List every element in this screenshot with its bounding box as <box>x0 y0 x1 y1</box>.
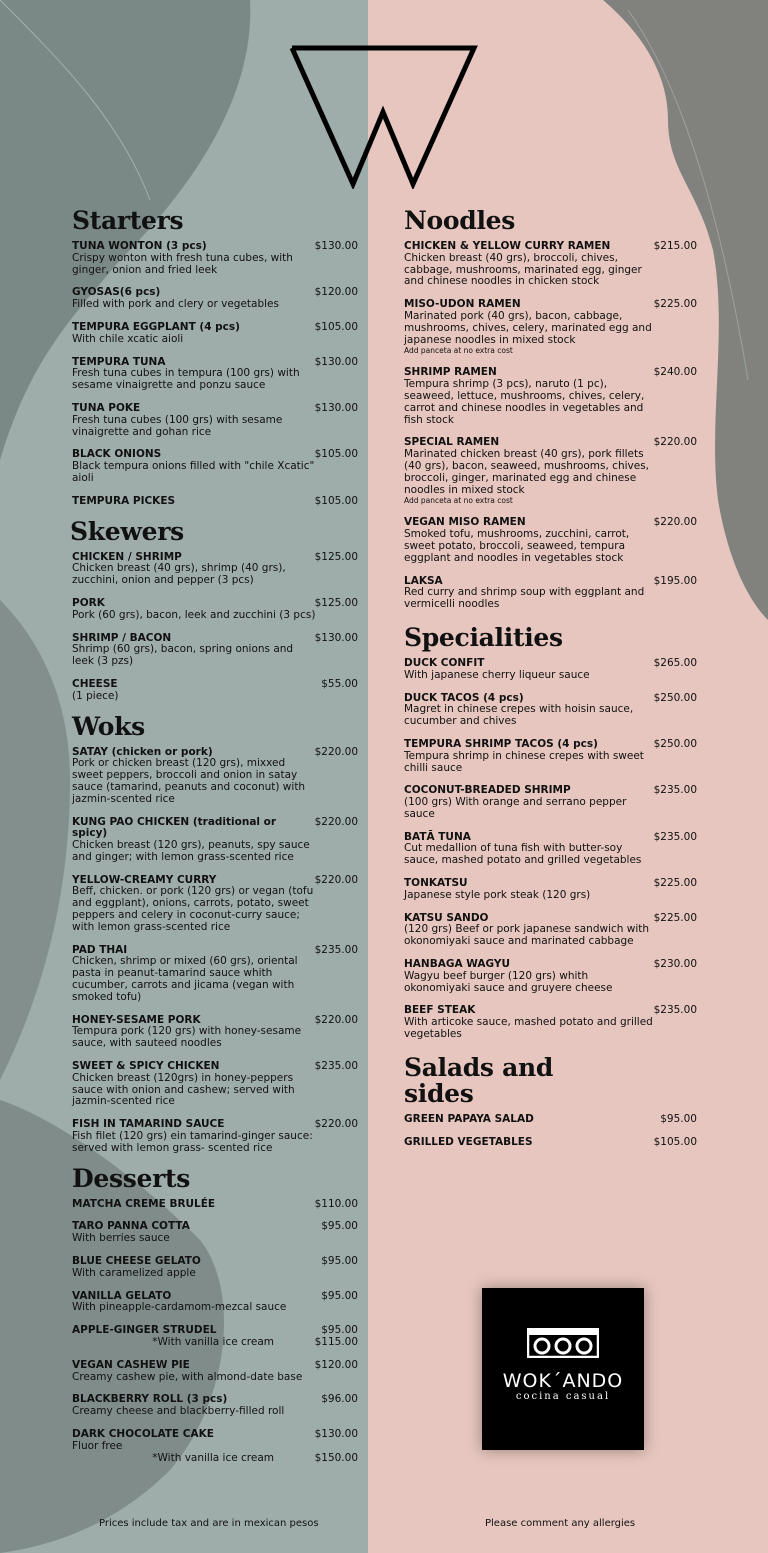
menu-item-price: $220.00 <box>314 873 358 886</box>
menu-item-name: TEMPURA TUNA <box>72 355 166 368</box>
footer-allergies-note: Please comment any allergies <box>485 1518 636 1529</box>
menu-item-name: DARK CHOCOLATE CAKE <box>72 1427 214 1440</box>
menu-item-name: CHICKEN / SHRIMP <box>72 550 182 563</box>
menu-item <box>72 679 358 703</box>
woks-section <box>72 711 358 1155</box>
menu-item-name: CHICKEN & YELLOW CURRY RAMEN <box>404 240 611 252</box>
menu-item-description: Magret in chinese crepes with hoisin sauce, cucumber and chives <box>404 703 634 728</box>
menu-item <box>72 1119 358 1154</box>
menu-item-name: TEMPURA EGGPLANT (4 pcs) <box>72 320 240 333</box>
menu-item-price: $130.00 <box>314 631 358 644</box>
menu-item-description: Japanese style pork steak (120 grs) <box>404 888 591 901</box>
menu-item-description: Pork or chicken breast (120 grs), mixxed sweet peppers, broccoli and onion in satay sauce (tamarind, peanuts and coconut) with jazmin-scented rice <box>72 757 306 805</box>
menu-item-description: Chicken breast (40 grs), shrimp (40 grs), zucchini, onion and pepper (3 pcs) <box>72 562 286 587</box>
menu-item <box>404 241 697 288</box>
menu-item-name: BLUE CHEESE GELATO <box>72 1255 201 1268</box>
menu-item-price: $225.00 <box>653 877 697 890</box>
menu-item-price: $95.00 <box>321 1220 358 1233</box>
skewers-section <box>70 516 358 703</box>
section-title: Skewers <box>70 516 184 546</box>
menu-item-price: $230.00 <box>653 958 697 971</box>
salads-section <box>404 1052 697 1149</box>
menu-item <box>72 1429 358 1464</box>
menu-item-name: CHEESE <box>72 677 118 690</box>
menu-item-price: $125.00 <box>314 550 358 563</box>
menu-item <box>72 1291 358 1315</box>
menu-item <box>404 878 697 902</box>
menu-item <box>404 785 697 820</box>
menu-item-description: With caramelized apple <box>72 1266 196 1279</box>
menu-item <box>72 449 358 484</box>
menu-item-price: $95.00 <box>321 1289 358 1302</box>
menu-item-price: $240.00 <box>653 366 697 379</box>
brand-tagline: cocina casual <box>515 1391 611 1402</box>
menu-item-price: $130.00 <box>314 1427 358 1440</box>
menu-item-name: COCONUT-BREADED SHRIMP <box>404 784 571 797</box>
menu-item <box>404 693 697 728</box>
menu-item-name: GYOSAS(6 pcs) <box>72 286 161 299</box>
menu-item-price-extra: $115.00 <box>314 1336 358 1348</box>
menu-item <box>404 1114 697 1126</box>
menu-item-description: Black tempura onions filled with "chile Xcatic" aioli <box>72 460 315 484</box>
section-title: Desserts <box>72 1163 191 1193</box>
menu-item <box>72 1394 358 1418</box>
menu-list <box>72 747 358 1155</box>
menu-item <box>72 1015 358 1050</box>
menu-item-name: TEMPURA SHRIMP TACOS (4 pcs) <box>404 737 598 750</box>
menu-item <box>72 875 358 934</box>
menu-item-description: Fluor free <box>72 1439 123 1452</box>
menu-item <box>72 1061 358 1108</box>
menu-item-price: $130.00 <box>314 401 358 414</box>
section-title: Woks <box>72 711 145 741</box>
menu-item-description: Filled with pork and clery or vegetables <box>72 298 279 311</box>
menu-item <box>72 1256 358 1280</box>
menu-item-name: FISH IN TAMARIND SAUCE <box>72 1118 225 1131</box>
menu-item-price: $235.00 <box>653 784 697 797</box>
left-column <box>72 208 358 1475</box>
menu-item-name: APPLE-GINGER STRUDEL <box>72 1324 217 1337</box>
menu-item <box>72 287 358 311</box>
menu-item-price: $225.00 <box>653 298 697 311</box>
menu-item-name: SWEET & SPICY CHICKEN <box>72 1060 220 1073</box>
menu-item-name: HONEY-SESAME PORK <box>72 1013 201 1026</box>
menu-item-name: VEGAN MISO RAMEN <box>404 516 526 529</box>
menu-item-name: DUCK TACOS (4 pcs) <box>404 691 524 704</box>
menu-item-description: (1 piece) <box>72 689 119 702</box>
menu-item <box>404 299 697 356</box>
brand-name: WOK´ANDO <box>502 1370 624 1392</box>
menu-item <box>404 739 697 774</box>
footer-prices-note: Prices include tax and are in mexican pesos <box>99 1518 319 1529</box>
menu-item-name: SHRIMP / BACON <box>72 631 172 644</box>
menu-item-name: GREEN PAPAYA SALAD <box>404 1112 534 1125</box>
menu-item <box>72 817 358 864</box>
menu-item <box>72 945 358 1004</box>
menu-item-description: Marinated chicken breast (40 grs), pork fillets (40 grs), bacon, seaweed, mushrooms, chives, broccoli, ginger, marinated egg and chinese noodles in mixed stock <box>404 448 650 496</box>
menu-list <box>72 1199 358 1465</box>
menu-item-price: $120.00 <box>314 1358 358 1371</box>
starters-section <box>72 208 358 508</box>
logo-w-icon <box>288 44 478 189</box>
menu-item-price: $215.00 <box>653 240 697 252</box>
menu-item-name: KUNG PAO CHICKEN (traditional or spicy) <box>72 815 277 840</box>
menu-item-price: $95.00 <box>321 1324 358 1337</box>
section-title: Starters <box>72 206 184 235</box>
menu-item-price: $220.00 <box>314 745 358 758</box>
menu-item-name: MATCHA CREME BRULÉE <box>72 1197 216 1210</box>
menu-item-price: $105.00 <box>314 448 358 461</box>
menu-item-note: Add panceta at no extra cost <box>404 346 513 356</box>
menu-item <box>72 496 358 508</box>
desserts-section <box>72 1163 358 1465</box>
menu-item-note: Add panceta at no extra cost <box>404 496 513 506</box>
menu-item-description: Creamy cashew pie, with almond-date base <box>72 1370 303 1383</box>
menu-item-price: $105.00 <box>653 1135 697 1148</box>
menu-item-name: BLACK ONIONS <box>72 448 162 461</box>
menu-item-price: $220.00 <box>653 516 697 529</box>
menu-item <box>404 367 697 426</box>
menu-item-price: $220.00 <box>314 815 358 828</box>
menu-item-name: PAD THAI <box>72 943 128 956</box>
menu-item-description: Smoked tofu, mushrooms, zucchini, carrot, sweet potato, broccoli, seaweed, tempura eggplant and noodles in vegetables stock <box>404 528 630 564</box>
menu-item-name: SPECIAL RAMEN <box>404 436 500 449</box>
menu-item <box>72 1360 358 1384</box>
menu-item <box>72 598 358 622</box>
menu-item-price: $220.00 <box>314 1013 358 1026</box>
menu-item-price: $235.00 <box>653 830 697 843</box>
menu-item <box>404 1005 697 1040</box>
menu-item-name: TUNA POKE <box>72 401 141 414</box>
menu-item <box>404 437 697 506</box>
menu-item-price: $125.00 <box>314 596 358 609</box>
menu-item-description: Marinated pork (40 grs), bacon, cabbage, mushrooms, chives, celery, marinated egg and japanese noodles in mixed stock <box>404 309 652 346</box>
menu-item-description: Chicken breast (120grs) in honey-peppers sauce with onion and cashew; served with jazmin-scented rice <box>72 1071 295 1108</box>
menu-item-description: Fish filet (120 grs) ein tamarind-ginger sauce: served with lemon grass- scented rice <box>72 1130 313 1154</box>
menu-item-price: $250.00 <box>653 691 697 704</box>
menu-item-price: $55.00 <box>321 677 358 690</box>
menu-item-name: VANILLA GELATO <box>72 1289 172 1302</box>
noodles-section <box>404 208 697 611</box>
menu-item <box>72 357 358 392</box>
menu-item-price: $235.00 <box>653 1004 697 1017</box>
menu-item-description: Chicken breast (120 grs), peanuts, spy sauce and ginger; with lemon grass-scented rice <box>72 839 310 863</box>
menu-item <box>72 403 358 438</box>
menu-item-name: KATSU SANDO <box>404 911 489 924</box>
menu-item-name: MISO-UDON RAMEN <box>404 298 521 311</box>
menu-item-description: Shrimp (60 grs), bacon, spring onions and leek (3 pzs) <box>72 643 294 668</box>
specialities-section <box>404 622 697 1041</box>
menu-item <box>404 1137 697 1149</box>
menu-item-price: $105.00 <box>314 320 358 333</box>
menu-item-description: Creamy cheese and blackberry-filled roll <box>72 1405 285 1418</box>
menu-item-price: $265.00 <box>653 656 697 669</box>
menu-item <box>72 633 358 668</box>
section-title: Noodles <box>404 206 516 235</box>
menu-item-price: $120.00 <box>314 286 358 299</box>
menu-item-price: $95.00 <box>660 1112 697 1125</box>
menu-item-description: With articoke sauce, mashed potato and grilled vegetables <box>404 1016 653 1041</box>
menu-item-name: TONKATSU <box>404 877 468 890</box>
menu-item <box>404 832 697 867</box>
menu-item-price: $220.00 <box>653 436 697 449</box>
menu-item-extra: *With vanilla ice cream <box>152 1336 274 1348</box>
menu-item-name: BLACKBERRY ROLL (3 pcs) <box>72 1393 228 1406</box>
menu-item-name: TARO PANNA COTTA <box>72 1220 190 1233</box>
menu-item-description: Beff, chicken. or pork (120 grs) or vegan (tofu and eggplant), onions, carrots, potato, sweet peppers and celery in coconut-curry sauce; with lemon grass-scented rice <box>72 885 314 933</box>
menu-list <box>404 241 697 611</box>
menu-item-price: $130.00 <box>314 240 358 252</box>
menu-item-price: $105.00 <box>314 494 358 507</box>
menu-item-price: $250.00 <box>653 737 697 750</box>
menu-item <box>404 576 697 611</box>
menu-item-name: GRILLED VEGETABLES <box>404 1135 533 1148</box>
menu-item-name: SHRIMP RAMEN <box>404 366 497 379</box>
menu-item-price: $235.00 <box>314 943 358 956</box>
menu-item-price: $220.00 <box>314 1118 358 1131</box>
menu-item-price: $95.00 <box>321 1255 358 1268</box>
section-title: Salads and sides <box>404 1052 554 1108</box>
menu-item-description: Chicken, shrimp or mixed (60 grs), oriental pasta in peanut-tamarind sauce whith cucumber, carrots and jicama (vegan with smoked tofu) <box>72 955 298 1003</box>
menu-item-description: Tempura shrimp in chinese crepes with sweet chilli sauce <box>404 749 644 774</box>
menu-item <box>404 658 697 682</box>
menu-item-name: DUCK CONFIT <box>404 656 485 669</box>
menu-item-price-extra: $150.00 <box>314 1451 358 1464</box>
menu-item-name: SATAY (chicken or pork) <box>72 745 213 758</box>
menu-item-description: Red curry and shrimp soup with eggplant and vermicelli noodles <box>404 586 645 611</box>
menu-item-description: Crispy wonton with fresh tuna cubes, with ginger, onion and fried leek <box>72 251 293 276</box>
menu-item-name: TUNA WONTON (3 pcs) <box>72 240 207 252</box>
menu-item-name: LAKSA <box>404 574 443 587</box>
menu-item-description: Fresh tuna cubes (100 grs) with sesame vinaigrette and gohan rice <box>72 413 283 438</box>
brand-mark-icon <box>527 1328 599 1358</box>
right-column <box>404 208 697 1159</box>
menu-item-extra: *With vanilla ice cream <box>152 1451 274 1464</box>
menu-item <box>404 959 697 994</box>
menu-item <box>72 1199 358 1211</box>
menu-item-name: HANBAGA WAGYU <box>404 958 510 971</box>
menu-list <box>72 241 358 508</box>
menu-item-name: YELLOW-CREAMY CURRY <box>72 873 217 886</box>
menu-item-price: $130.00 <box>314 355 358 368</box>
menu-item-description: Pork (60 grs), bacon, leek and zucchini (3 pcs) <box>72 608 316 621</box>
menu-item <box>72 241 358 276</box>
menu-item-description: Wagyu beef burger (120 grs) whith okonomiyaki sauce and gruyere cheese <box>404 969 613 994</box>
menu-item-description: (100 grs) With orange and serrano pepper sauce <box>404 796 627 820</box>
menu-item-name: BEEF STEAK <box>404 1004 476 1017</box>
menu-item-description: Tempura pork (120 grs) with honey-sesame sauce, with sauteed noodles <box>72 1025 302 1050</box>
menu-item-name: TEMPURA PICKES <box>72 494 176 507</box>
menu-list <box>404 658 697 1041</box>
menu-item <box>404 517 697 564</box>
menu-item-description: Fresh tuna cubes in tempura (100 grs) with sesame vinaigrette and ponzu sauce <box>72 367 300 392</box>
menu-item-price: $110.00 <box>314 1197 358 1210</box>
menu-item-description: With berries sauce <box>72 1232 170 1245</box>
menu-item-name: BATĀ TUNA <box>404 830 471 843</box>
brand-logo-box <box>482 1288 644 1450</box>
menu-item-price: $195.00 <box>653 574 697 587</box>
menu-item-price: $225.00 <box>653 911 697 924</box>
menu-item-price: $235.00 <box>314 1060 358 1073</box>
menu-item-description: Tempura shrimp (3 pcs), naruto (1 pc), seaweed, lettuce, mushrooms, chives, celery, carrot and chinese noodles in vegetables and fish stock <box>404 378 645 426</box>
menu-item-price: $96.00 <box>321 1393 358 1406</box>
menu-item-description: Cut medallion of tuna fish with butter-soy sauce, mashed potato and grilled vegetables <box>404 842 642 867</box>
menu-item-name: VEGAN CASHEW PIE <box>72 1358 190 1371</box>
section-title: Specialities <box>404 622 563 652</box>
menu-item <box>72 1325 358 1349</box>
menu-item-description: (120 grs) Beef or pork japanese sandwich with okonomiyaki sauce and marinated cabbage <box>404 923 650 948</box>
menu-item-name: PORK <box>72 596 105 609</box>
menu-item-description: With japanese cherry liqueur sauce <box>404 668 590 681</box>
menu-item-description: With chile xcatic aioli <box>72 332 184 345</box>
menu-item-description: With pineapple-cardamom-mezcal sauce <box>72 1301 287 1314</box>
menu-list <box>72 552 358 703</box>
menu-item <box>72 747 358 806</box>
menu-item <box>72 1221 358 1245</box>
menu-item <box>404 913 697 948</box>
menu-item-description: Chicken breast (40 grs), broccoli, chives, cabbage, mushrooms, marinated egg, ginger and chinese noodles in chicken stock <box>404 251 642 288</box>
menu-item <box>72 322 358 346</box>
menu-list <box>404 1114 697 1149</box>
menu-item <box>72 552 358 587</box>
